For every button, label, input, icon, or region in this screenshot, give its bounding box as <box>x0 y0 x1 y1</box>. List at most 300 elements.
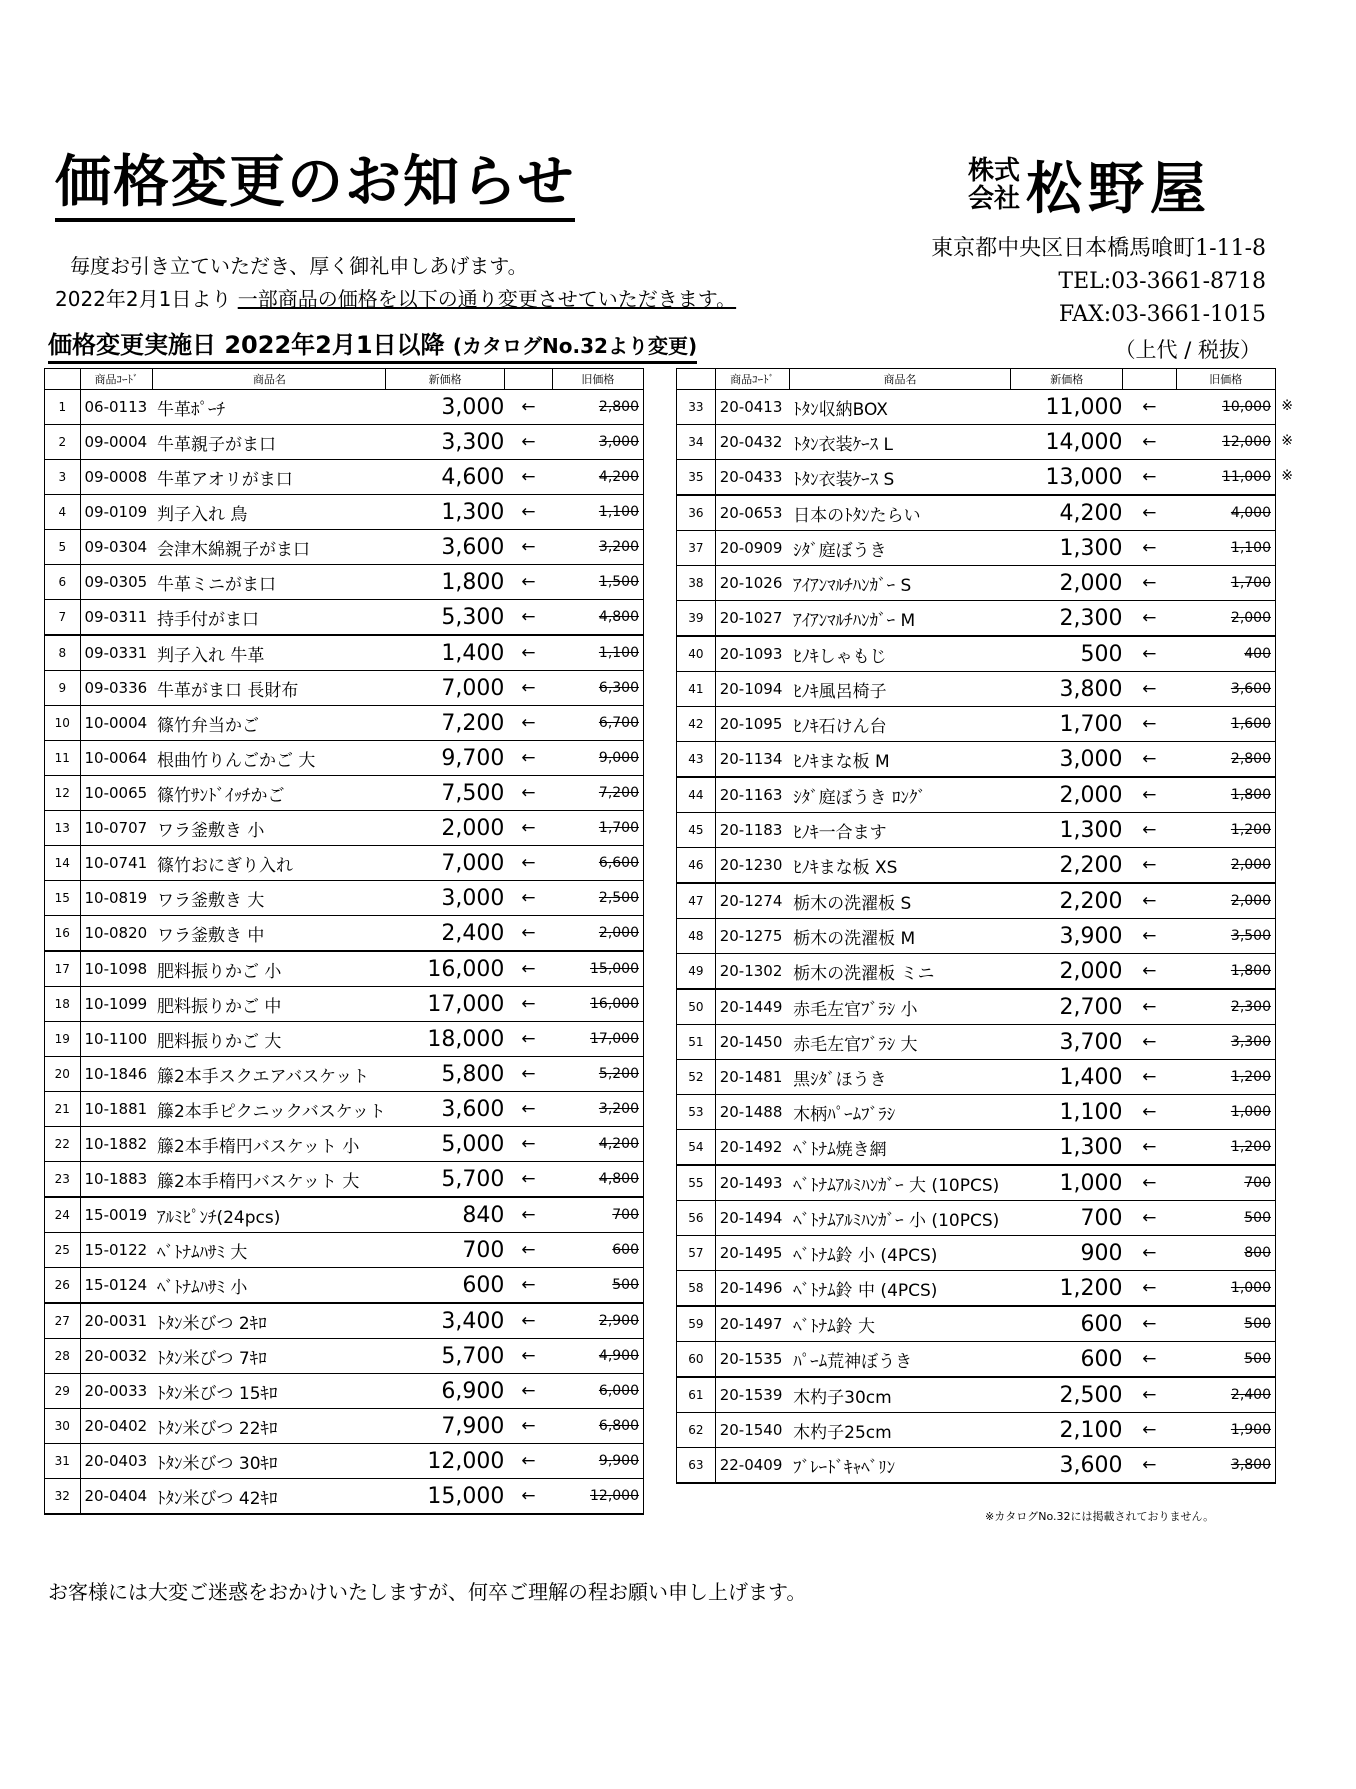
product-code: 20-1274 <box>715 883 789 919</box>
arrow-icon: ← <box>1123 531 1177 566</box>
row-number: 63 <box>677 1448 716 1484</box>
product-name: 籐2本手スクエアバスケット <box>153 1057 386 1092</box>
row-number: 46 <box>677 848 716 884</box>
table-row <box>677 390 1276 425</box>
table-header-row <box>45 369 644 390</box>
new-price: 2,300 <box>1011 601 1123 637</box>
product-code: 10-0819 <box>80 881 153 916</box>
new-price: 1,300 <box>1011 1130 1123 1166</box>
product-name: 栃木の洗濯板 ミニ <box>789 954 1011 990</box>
row-number: 28 <box>45 1339 81 1374</box>
table-row <box>45 1268 644 1304</box>
product-code: 09-0305 <box>80 565 153 600</box>
intro-line-1: 毎度お引き立ていただき、厚く御礼申しあげます。 <box>70 254 528 278</box>
old-price: 2,000 <box>1176 883 1275 919</box>
product-name: ﾋﾉｷまな板 XS <box>789 848 1011 884</box>
old-price: 3,600 <box>1176 672 1275 707</box>
table-row <box>677 742 1276 778</box>
arrow-icon: ← <box>504 811 552 846</box>
table-row <box>45 460 644 495</box>
product-code: 20-0404 <box>80 1479 153 1515</box>
new-price: 5,700 <box>386 1162 504 1198</box>
product-code: 20-0032 <box>80 1339 153 1374</box>
table-row <box>677 636 1276 672</box>
table-row <box>677 1306 1276 1342</box>
row-number: 56 <box>677 1201 716 1236</box>
product-code: 10-0820 <box>80 916 153 952</box>
product-code: 20-1492 <box>715 1130 789 1166</box>
old-price: 1,100 <box>552 495 643 530</box>
old-price: 600 <box>552 1233 643 1268</box>
row-number: 22 <box>45 1127 81 1162</box>
product-code: 10-0741 <box>80 846 153 881</box>
product-name: ﾄﾀﾝ衣装ｹｰｽ S <box>789 460 1011 496</box>
row-number: 8 <box>45 635 81 671</box>
old-price: 4,900 <box>552 1339 643 1374</box>
table-row <box>45 1127 644 1162</box>
new-price: 600 <box>1011 1306 1123 1342</box>
product-name: 栃木の洗濯板 M <box>789 919 1011 954</box>
new-price: 3,800 <box>1011 672 1123 707</box>
product-name: ﾊﾟｰﾑ荒神ぼうき <box>789 1342 1011 1378</box>
arrow-icon: ← <box>1123 1413 1177 1448</box>
product-name: 牛革ミニがま口 <box>153 565 386 600</box>
row-number: 1 <box>45 390 81 425</box>
row-number: 5 <box>45 530 81 565</box>
old-price: 1,800 <box>1176 954 1275 990</box>
arrow-icon: ← <box>504 846 552 881</box>
new-price: 3,000 <box>386 881 504 916</box>
product-name: ﾍﾞﾄﾅﾑｱﾙﾐﾊﾝｶﾞｰ 大 (10PCS) <box>789 1165 1011 1201</box>
product-code: 20-1302 <box>715 954 789 990</box>
row-number: 49 <box>677 954 716 990</box>
row-number: 29 <box>45 1374 81 1409</box>
new-price: 5,800 <box>386 1057 504 1092</box>
product-code: 10-1882 <box>80 1127 153 1162</box>
new-price: 7,500 <box>386 776 504 811</box>
arrow-icon: ← <box>1123 1448 1177 1484</box>
old-price: 2,800 <box>1176 742 1275 778</box>
product-code: 10-1098 <box>80 951 153 987</box>
new-price: 2,200 <box>1011 848 1123 884</box>
arrow-icon: ← <box>504 600 552 636</box>
product-code: 09-0331 <box>80 635 153 671</box>
row-number: 62 <box>677 1413 716 1448</box>
arrow-icon: ← <box>504 1197 552 1233</box>
arrow-icon: ← <box>1123 777 1177 813</box>
old-price: 4,800 <box>552 600 643 636</box>
table-row <box>677 1413 1276 1448</box>
table-row <box>45 565 644 600</box>
old-price: 2,500 <box>552 881 643 916</box>
row-number: 19 <box>45 1022 81 1057</box>
arrow-icon: ← <box>504 776 552 811</box>
old-price: 16,000 <box>552 987 643 1022</box>
row-number: 58 <box>677 1271 716 1307</box>
old-price: 17,000 <box>552 1022 643 1057</box>
old-price: 9,900 <box>552 1444 643 1479</box>
old-price: 2,800 <box>552 390 643 425</box>
product-name: 根曲竹りんごかご 大 <box>153 741 386 776</box>
product-code: 15-0124 <box>80 1268 153 1304</box>
old-price: 1,000 <box>1176 1271 1275 1307</box>
effective-date: 価格変更実施日 2022年2月1日以降 <box>48 331 445 359</box>
arrow-icon: ← <box>504 706 552 741</box>
old-price: 1,000 <box>1176 1095 1275 1130</box>
arrow-icon: ← <box>504 1233 552 1268</box>
row-number: 60 <box>677 1342 716 1378</box>
arrow-icon: ← <box>504 1092 552 1127</box>
table-row <box>45 1444 644 1479</box>
arrow-icon: ← <box>1123 1342 1177 1378</box>
product-code: 20-1095 <box>715 707 789 742</box>
product-name: 牛革アオリがま口 <box>153 460 386 495</box>
arrow-icon: ← <box>504 1339 552 1374</box>
table-row <box>677 707 1276 742</box>
table-row <box>45 987 644 1022</box>
new-price: 1,300 <box>1011 813 1123 848</box>
product-code: 10-1846 <box>80 1057 153 1092</box>
table-row <box>677 954 1276 990</box>
product-code: 20-0433 <box>715 460 789 496</box>
intro-date: 2022年2月1日より <box>55 287 232 311</box>
old-price: 500 <box>1176 1342 1275 1378</box>
row-number: 35 <box>677 460 716 496</box>
table-row <box>45 811 644 846</box>
new-price: 1,700 <box>1011 707 1123 742</box>
header-old-price: 旧価格 <box>1176 369 1275 390</box>
table-row <box>45 635 644 671</box>
row-number: 17 <box>45 951 81 987</box>
table-row <box>677 495 1276 531</box>
product-name: 牛革親子がま口 <box>153 425 386 460</box>
new-price: 1,800 <box>386 565 504 600</box>
old-price: 2,000 <box>552 916 643 952</box>
old-price: 4,800 <box>552 1162 643 1198</box>
table-row <box>45 1339 644 1374</box>
row-number: 57 <box>677 1236 716 1271</box>
old-price: 12,000 <box>552 1479 643 1515</box>
new-price: 17,000 <box>386 987 504 1022</box>
table-row <box>45 1374 644 1409</box>
arrow-icon: ← <box>1123 495 1177 531</box>
old-price: 11,000 ※ <box>1176 460 1275 496</box>
product-code: 20-1275 <box>715 919 789 954</box>
new-price: 1,400 <box>386 635 504 671</box>
row-number: 2 <box>45 425 81 460</box>
product-name: 持手付がま口 <box>153 600 386 636</box>
table-row <box>45 1092 644 1127</box>
arrow-icon: ← <box>1123 1165 1177 1201</box>
new-price: 1,200 <box>1011 1271 1123 1307</box>
table-row <box>677 919 1276 954</box>
product-code: 10-0064 <box>80 741 153 776</box>
product-code: 09-0336 <box>80 671 153 706</box>
row-number: 15 <box>45 881 81 916</box>
old-price: 500 <box>1176 1306 1275 1342</box>
row-number: 14 <box>45 846 81 881</box>
product-code: 20-1496 <box>715 1271 789 1307</box>
product-name: ワラ釜敷き 中 <box>153 916 386 952</box>
new-price: 6,900 <box>386 1374 504 1409</box>
arrow-icon: ← <box>1123 919 1177 954</box>
arrow-icon: ← <box>504 916 552 952</box>
arrow-icon: ← <box>504 987 552 1022</box>
table-row <box>677 989 1276 1025</box>
table-row <box>45 425 644 460</box>
row-number: 27 <box>45 1303 81 1339</box>
new-price: 2,000 <box>386 811 504 846</box>
old-price: 3,200 <box>552 1092 643 1127</box>
product-code: 20-1163 <box>715 777 789 813</box>
header-code: 商品ｺｰﾄﾞ <box>80 369 153 390</box>
new-price: 7,200 <box>386 706 504 741</box>
row-number: 26 <box>45 1268 81 1304</box>
row-number: 50 <box>677 989 716 1025</box>
old-price: 3,800 <box>1176 1448 1275 1484</box>
product-code: 09-0008 <box>80 460 153 495</box>
arrow-icon: ← <box>504 1057 552 1092</box>
arrow-icon: ← <box>504 530 552 565</box>
product-name: 会津木綿親子がま口 <box>153 530 386 565</box>
arrow-icon: ← <box>504 1479 552 1515</box>
row-number: 3 <box>45 460 81 495</box>
arrow-icon: ← <box>504 1303 552 1339</box>
row-number: 31 <box>45 1444 81 1479</box>
row-number: 34 <box>677 425 716 460</box>
new-price: 2,400 <box>386 916 504 952</box>
row-number: 42 <box>677 707 716 742</box>
new-price: 3,400 <box>386 1303 504 1339</box>
arrow-icon: ← <box>504 1409 552 1444</box>
product-code: 20-0909 <box>715 531 789 566</box>
arrow-icon: ← <box>504 1444 552 1479</box>
arrow-icon: ← <box>1123 1306 1177 1342</box>
arrow-icon: ← <box>504 951 552 987</box>
product-name: ｱﾙﾐﾋﾟﾝﾁ(24pcs) <box>153 1197 386 1233</box>
new-price: 1,300 <box>1011 531 1123 566</box>
row-number: 23 <box>45 1162 81 1198</box>
arrow-icon: ← <box>1123 1236 1177 1271</box>
arrow-icon: ← <box>504 495 552 530</box>
arrow-icon: ← <box>1123 989 1177 1025</box>
table-row <box>677 1060 1276 1095</box>
product-code: 10-0004 <box>80 706 153 741</box>
row-number: 45 <box>677 813 716 848</box>
product-code: 10-1883 <box>80 1162 153 1198</box>
arrow-icon: ← <box>1123 460 1177 496</box>
old-price: 4,200 <box>552 460 643 495</box>
product-name: 判子入れ 牛革 <box>153 635 386 671</box>
header-code: 商品ｺｰﾄﾞ <box>715 369 789 390</box>
arrow-icon: ← <box>1123 848 1177 884</box>
table-row <box>677 531 1276 566</box>
product-code: 09-0004 <box>80 425 153 460</box>
old-price: 700 <box>552 1197 643 1233</box>
intro-line-2 <box>55 283 736 312</box>
product-name: ワラ釜敷き 小 <box>153 811 386 846</box>
old-price: 1,100 <box>1176 531 1275 566</box>
product-name: ﾄﾀﾝ米びつ 42ｷﾛ <box>153 1479 386 1515</box>
product-name: ﾄﾀﾝ米びつ 15ｷﾛ <box>153 1374 386 1409</box>
new-price: 3,000 <box>1011 742 1123 778</box>
closing-message: お客様には大変ご迷惑をおかけいたしますが、何卒ご理解の程お願い申し上げます。 <box>48 1580 807 1604</box>
row-number: 54 <box>677 1130 716 1166</box>
header-name: 商品名 <box>153 369 386 390</box>
product-code: 20-1488 <box>715 1095 789 1130</box>
row-number: 32 <box>45 1479 81 1515</box>
product-code: 20-1183 <box>715 813 789 848</box>
arrow-icon: ← <box>1123 1060 1177 1095</box>
product-code: 20-0413 <box>715 390 789 425</box>
row-number: 48 <box>677 919 716 954</box>
old-price: 400 <box>1176 636 1275 672</box>
table-header-row <box>677 369 1276 390</box>
product-name: 肥料振りかご 中 <box>153 987 386 1022</box>
old-price: 10,000 ※ <box>1176 390 1275 425</box>
old-price: 7,200 <box>552 776 643 811</box>
table-row <box>45 600 644 636</box>
table-row <box>677 1095 1276 1130</box>
table-row <box>677 1271 1276 1307</box>
arrow-icon: ← <box>1123 672 1177 707</box>
table-row <box>45 846 644 881</box>
row-number: 25 <box>45 1233 81 1268</box>
old-price: 1,200 <box>1176 1130 1275 1166</box>
product-name: 牛革ﾎﾟｰﾁ <box>153 390 386 425</box>
product-name: ﾄﾀﾝ米びつ 2ｷﾛ <box>153 1303 386 1339</box>
product-name: 木杓子30cm <box>789 1377 1011 1413</box>
row-number: 61 <box>677 1377 716 1413</box>
product-name: 籐2本手ピクニックバスケット <box>153 1092 386 1127</box>
product-name: ﾋﾉｷまな板 M <box>789 742 1011 778</box>
table-row <box>677 777 1276 813</box>
product-name: ﾄﾀﾝ米びつ 22ｷﾛ <box>153 1409 386 1444</box>
table-row <box>45 1022 644 1057</box>
product-name: 赤毛左官ﾌﾞﾗｼ 小 <box>789 989 1011 1025</box>
old-price: 9,000 <box>552 741 643 776</box>
product-code: 22-0409 <box>715 1448 789 1484</box>
table-row <box>45 776 644 811</box>
new-price: 2,700 <box>1011 989 1123 1025</box>
company-logo <box>968 150 1212 220</box>
table-row <box>677 566 1276 601</box>
new-price: 500 <box>1011 636 1123 672</box>
arrow-icon: ← <box>1123 707 1177 742</box>
table-row <box>45 1303 644 1339</box>
table-row <box>677 1236 1276 1271</box>
product-name: 日本のﾄﾀﾝたらい <box>789 495 1011 531</box>
product-name: 肥料振りかご 小 <box>153 951 386 987</box>
product-code: 20-0031 <box>80 1303 153 1339</box>
new-price: 5,000 <box>386 1127 504 1162</box>
arrow-icon: ← <box>504 741 552 776</box>
new-price: 2,000 <box>1011 777 1123 813</box>
product-name: 牛革がま口 長財布 <box>153 671 386 706</box>
product-code: 20-1230 <box>715 848 789 884</box>
table-row <box>45 1479 644 1515</box>
new-price: 3,900 <box>1011 919 1123 954</box>
old-price: 1,200 <box>1176 1060 1275 1095</box>
product-name: 篠竹おにぎり入れ <box>153 846 386 881</box>
header-name: 商品名 <box>789 369 1011 390</box>
product-code: 10-0707 <box>80 811 153 846</box>
row-number: 59 <box>677 1306 716 1342</box>
row-number: 16 <box>45 916 81 952</box>
header-new-price: 新価格 <box>1011 369 1123 390</box>
table-row <box>677 1342 1276 1378</box>
old-price: 15,000 <box>552 951 643 987</box>
row-number: 51 <box>677 1025 716 1060</box>
new-price: 1,300 <box>386 495 504 530</box>
old-price: 1,600 <box>1176 707 1275 742</box>
new-price: 2,500 <box>1011 1377 1123 1413</box>
row-number: 37 <box>677 531 716 566</box>
old-price: 4,200 <box>552 1127 643 1162</box>
table-row <box>677 1448 1276 1484</box>
row-number: 36 <box>677 495 716 531</box>
old-price: 1,500 <box>552 565 643 600</box>
new-price: 18,000 <box>386 1022 504 1057</box>
old-price: 2,900 <box>552 1303 643 1339</box>
table-row <box>677 848 1276 884</box>
arrow-icon: ← <box>1123 1271 1177 1307</box>
product-name: 栃木の洗濯板 S <box>789 883 1011 919</box>
row-number: 18 <box>45 987 81 1022</box>
arrow-icon: ← <box>1123 566 1177 601</box>
product-name: ﾄﾀﾝ収納BOX <box>789 390 1011 425</box>
old-price: 6,700 <box>552 706 643 741</box>
new-price: 3,000 <box>386 390 504 425</box>
old-price: 2,000 <box>1176 848 1275 884</box>
new-price: 900 <box>1011 1236 1123 1271</box>
old-price: 2,300 <box>1176 989 1275 1025</box>
new-price: 840 <box>386 1197 504 1233</box>
new-price: 12,000 <box>386 1444 504 1479</box>
product-name: ﾄﾀﾝ米びつ 7ｷﾛ <box>153 1339 386 1374</box>
arrow-icon: ← <box>504 460 552 495</box>
product-code: 20-1535 <box>715 1342 789 1378</box>
table-row <box>677 460 1276 496</box>
company-address-block <box>931 232 1266 331</box>
new-price: 2,000 <box>1011 566 1123 601</box>
arrow-icon: ← <box>504 565 552 600</box>
row-number: 12 <box>45 776 81 811</box>
new-price: 7,000 <box>386 846 504 881</box>
product-name: 判子入れ 鳥 <box>153 495 386 530</box>
product-name: ｼﾀﾞ庭ぼうき <box>789 531 1011 566</box>
old-price: 5,200 <box>552 1057 643 1092</box>
old-price: 2,400 <box>1176 1377 1275 1413</box>
row-number: 39 <box>677 601 716 637</box>
product-code: 20-1134 <box>715 742 789 778</box>
product-code: 20-1495 <box>715 1236 789 1271</box>
product-code: 10-1100 <box>80 1022 153 1057</box>
price-table-left <box>44 368 644 1515</box>
tax-note: （上代 / 税抜） <box>1114 338 1261 362</box>
new-price: 5,700 <box>386 1339 504 1374</box>
new-price: 5,300 <box>386 600 504 636</box>
row-number: 53 <box>677 1095 716 1130</box>
product-code: 20-1026 <box>715 566 789 601</box>
new-price: 7,900 <box>386 1409 504 1444</box>
product-code: 09-0109 <box>80 495 153 530</box>
product-name: 黒ｼﾀﾞほうき <box>789 1060 1011 1095</box>
product-name: ﾍﾞﾄﾅﾑ焼き網 <box>789 1130 1011 1166</box>
row-number: 41 <box>677 672 716 707</box>
arrow-icon: ← <box>504 1268 552 1304</box>
product-code: 20-0033 <box>80 1374 153 1409</box>
